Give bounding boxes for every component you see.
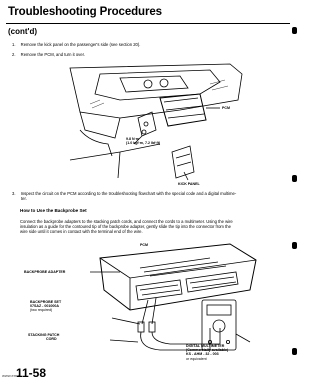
backprobe-set-name: BACKPROBE SET (30, 300, 62, 304)
title-rule (6, 23, 290, 24)
torque-spec-units: (1.0 kgf·m, 7.2 lbf·ft) (126, 141, 161, 145)
stacking-cord-line-2: CORD (46, 337, 57, 342)
pcm-label-2: PCM (140, 243, 148, 247)
multimeter-part: KS - AHM - 32 - 003 (186, 352, 219, 357)
section-continued: (cont'd) (8, 27, 38, 36)
stacking-cord-line-1: STACKING PATCH (28, 333, 60, 337)
multimeter-label (186, 344, 228, 361)
step-text-continued: ter. (21, 196, 27, 202)
backprobe-line-2: insulation as a guide for the contoured tip of the backprobe adapter, gently slide the tip into the connector from the (20, 224, 231, 230)
page-title: Troubleshooting Procedures (8, 6, 162, 18)
backprobe-line-3: wire side until it comes in contact with the terminal end of the wire. (20, 229, 143, 235)
backprobe-set-qty: (two required) (30, 308, 53, 313)
backprobe-set-part: 07SAZ - 001000A (30, 304, 59, 309)
step-2 (12, 52, 282, 57)
step-number: 1. (12, 42, 16, 47)
backprobe-adapter-label: BACKPROBE ADAPTER (24, 270, 66, 274)
step-text: Remove the PCM, and turn it over. (20, 52, 85, 57)
binder-hole-low (292, 242, 297, 249)
step-1 (12, 42, 282, 47)
backprobe-line-1: Connect the backprobe adapters to the stacking patch cords, and connect the cords to a multimeter. Using the wire (20, 219, 233, 224)
multimeter-equivalent: or equivalent (186, 356, 207, 361)
step-number: 3. (12, 191, 16, 196)
step-text: Remove the kick panel on the passenger's side (see section 20). (20, 42, 141, 47)
torque-spec-value: 9.8 N·m (126, 137, 139, 141)
binder-hole-mid (292, 175, 297, 182)
step-text: Inspect the circuit on the PCM according to the troubleshooting flowchart with the special code and a digital multime- (20, 191, 237, 196)
kick-panel-label: KICK PANEL (178, 182, 200, 186)
stacking-cord-label (28, 333, 59, 341)
backprobe-illustration (60, 238, 270, 363)
kick-panel-illustration (60, 60, 250, 188)
binder-hole-bottom (292, 348, 297, 355)
step-3 (12, 191, 284, 201)
backprobe-heading: How to Use the Backprobe Set (20, 208, 87, 213)
backprobe-set-label (30, 300, 61, 313)
multimeter-availability: (Commercially available) (186, 348, 229, 353)
multimeter-name: DIGITAL MULTIMETER (186, 344, 225, 348)
binder-hole-top (292, 27, 297, 34)
step-number: 2. (12, 52, 16, 57)
watermark-url: www.emai (2, 373, 21, 378)
backprobe-instructions (20, 219, 290, 235)
page-number: 11-58 (16, 366, 47, 380)
pcm-label: PCM (222, 106, 230, 110)
